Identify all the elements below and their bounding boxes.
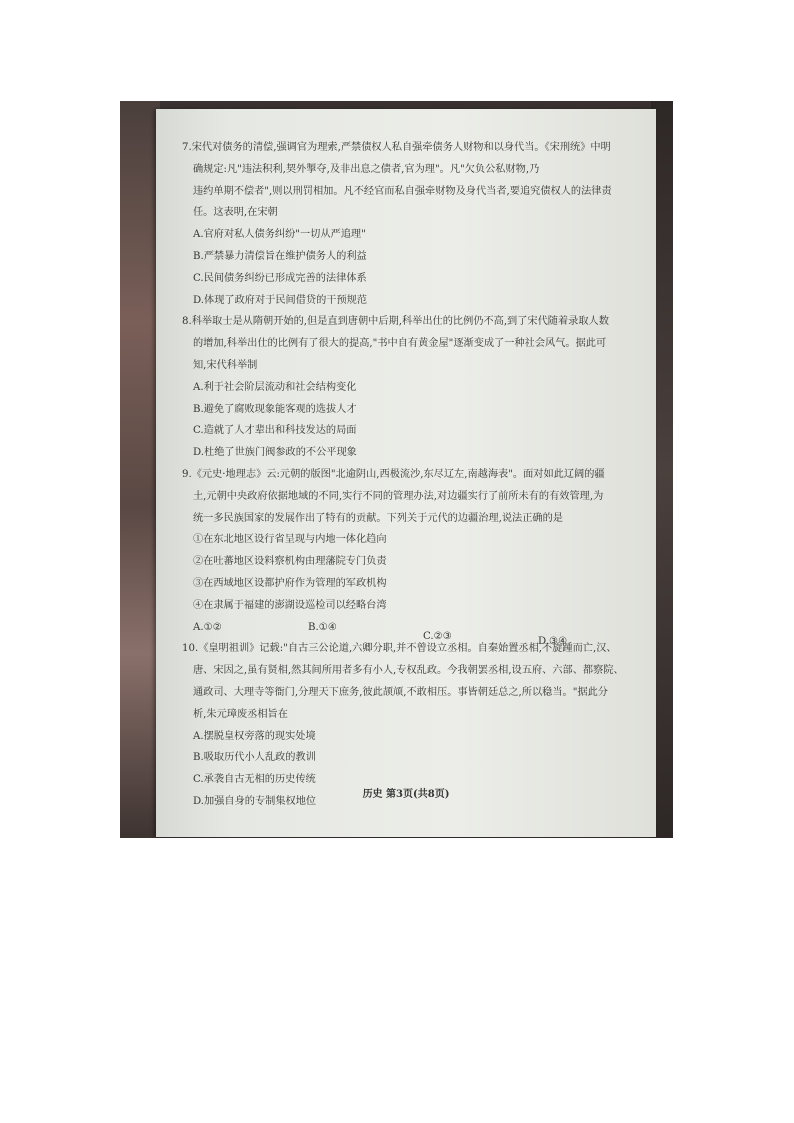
- background-left: [120, 101, 160, 838]
- q9-line: 9.《元史·地理志》云:元朝的版图"北逾阴山,西极流沙,东尽辽左,南越海表"。面对如此辽阔的疆: [182, 468, 605, 480]
- exam-page: [156, 109, 656, 837]
- q9-statement-2: ②在吐蕃地区设料察机构由理藩院专门负责: [193, 556, 387, 568]
- q8-line: 的增加,科举出仕的比例有了很大的提高,"书中自有黄金屋"逐渐变成了一种社会风气。据此可: [193, 338, 607, 350]
- q9-line: 统一多民族国家的发展作出了特有的贡献。下列关于元代的边疆治理,说法正确的是: [193, 512, 563, 524]
- q10-line: 通政司、大理寺等衙门,分理天下庶务,彼此颉颃,不敢相压。事皆朝廷总之,所以稳当。"据此分: [193, 686, 608, 698]
- q7-option-b: B.严禁暴力清偿旨在维护债务人的利益: [193, 250, 367, 262]
- q8-line: 8.科举取士是从隋朝开始的,但是直到唐朝中后期,科举出仕的比例仍不高,到了宋代随着录取人数: [182, 316, 609, 328]
- question-9: [182, 464, 652, 647]
- q9-statement-1: ①在东北地区设行省呈现与内地一体化趋向: [193, 534, 387, 546]
- q7-line: 7.宋代对债务的清偿,强调官为理索,严禁债权人私自强牵债务人财物和以身代当。《宋刑统》中明: [182, 142, 611, 153]
- q10-line: 唐、宋因之,虽有贤相,然其间所用者多有小人,专权乱政。今我朝罢丞相,设五府、六部、都察院、: [193, 665, 624, 677]
- q7-option-d: D.体现了政府对于民间借贷的干预规范: [193, 294, 368, 306]
- question-8: [182, 311, 652, 464]
- question-7: [182, 137, 652, 311]
- q9-option-b: B.①④: [308, 621, 337, 633]
- q9-options: [182, 617, 652, 647]
- q7-line: 确规定:凡"违法积利,契外掣夺,及非出息之债者,官为理"。凡"欠负公私财物,乃: [193, 163, 540, 175]
- page-footer: 历史 第3页(共8页): [362, 789, 450, 800]
- q8-option-b: B.避免了腐败现象能客观的选拔人才: [193, 403, 357, 415]
- q9-option-d: D.③④: [538, 635, 568, 647]
- q9-line: 土,元朝中央政府依据地域的不同,实行不同的管理办法,对边疆实行了前所未有的有效管理,为: [193, 490, 604, 502]
- q7-option-c: C.民间债务纠纷已形成完善的法律体系: [193, 272, 367, 284]
- q8-line: 知,宋代科举制: [193, 359, 258, 371]
- q8-option-d: D.杜绝了世族门阀参政的不公平现象: [193, 447, 357, 459]
- q9-statement-3: ③在西域地区设都护府作为管理的军政机构: [193, 577, 387, 589]
- photo-frame: [120, 101, 673, 838]
- q9-statement-4: ④在隶属于福建的澎湖设巡检司以经略台湾: [193, 599, 387, 611]
- q10-option-d: D.加强自身的专制集权地位: [193, 795, 317, 807]
- q7-line: 违约单期不偿者",则以刑罚相加。凡不经官而私自强牵财物及身代当者,要追究债权人的法律责: [193, 185, 612, 197]
- q8-option-a: A.利于社会阶层流动和社会结构变化: [193, 381, 357, 393]
- page-content: [182, 137, 652, 813]
- q7-option-a: A.官府对私人债务纠纷"一切从严追理": [193, 229, 366, 241]
- q7-line: 任。这表明,在宋朝: [193, 207, 278, 219]
- q10-option-c: C.承袭自古无相的历史传统: [193, 774, 316, 786]
- q8-option-c: C.造就了人才辈出和科技发达的局面: [193, 425, 357, 437]
- q10-option-a: A.摆脱皇权旁落的现实处境: [193, 730, 316, 742]
- q10-line: 析,朱元璋废丞相旨在: [193, 708, 288, 720]
- q9-option-a: A.①②: [193, 621, 222, 633]
- q9-option-c: C.②③: [423, 630, 452, 642]
- q10-option-b: B.吸取历代小人乱政的教训: [193, 752, 316, 764]
- q10-line: 10.《皇明祖训》记载:"自古三公论道,六卿分职,并不曾设立丞相。自秦始置丞相,不旋踵而亡,汉、: [182, 643, 617, 655]
